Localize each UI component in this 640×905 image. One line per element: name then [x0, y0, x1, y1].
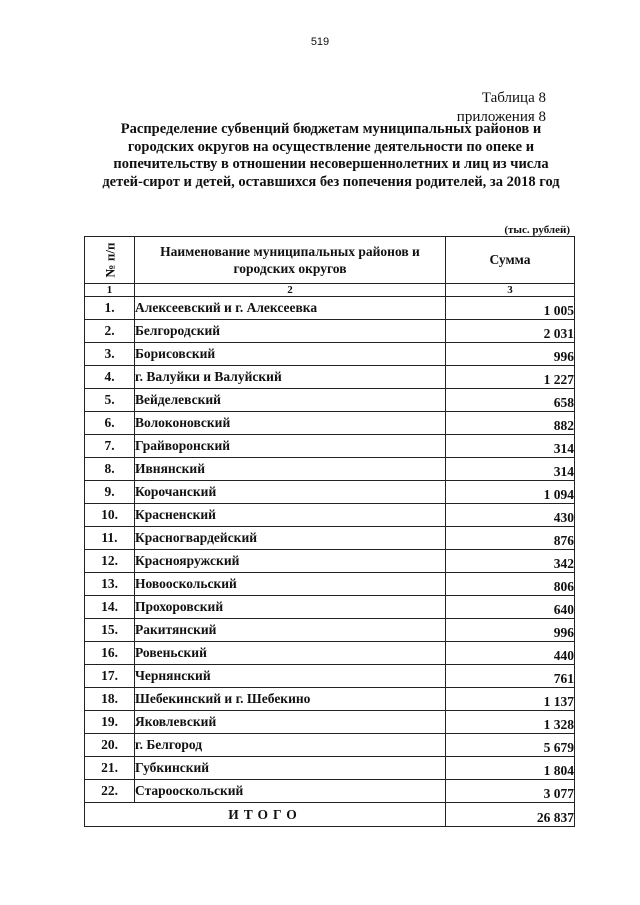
- row-number: 19.: [85, 711, 135, 734]
- table-row: [85, 573, 575, 596]
- header-num-text: № п/п: [102, 242, 117, 278]
- header-sum: Сумма: [446, 237, 575, 284]
- row-number: 15.: [85, 619, 135, 642]
- table-row: [85, 619, 575, 642]
- row-number: 18.: [85, 688, 135, 711]
- district-name: Красненский: [135, 504, 446, 527]
- row-number: 1.: [85, 297, 135, 320]
- table-row: [85, 642, 575, 665]
- amount: 996: [446, 619, 575, 642]
- row-number: 4.: [85, 366, 135, 389]
- total-value: 26 837: [446, 803, 575, 827]
- district-name: Губкинский: [135, 757, 446, 780]
- district-name: Шебекинский и г. Шебекино: [135, 688, 446, 711]
- row-number: 20.: [85, 734, 135, 757]
- table-row: [85, 435, 575, 458]
- table-row: [85, 320, 575, 343]
- row-number: 11.: [85, 527, 135, 550]
- column-index-row: [85, 284, 575, 297]
- district-name: Корочанский: [135, 481, 446, 504]
- district-name: Красногвардейский: [135, 527, 446, 550]
- row-number: 9.: [85, 481, 135, 504]
- amount: 1 005: [446, 297, 575, 320]
- header-row: [85, 237, 575, 284]
- amount: 5 679: [446, 734, 575, 757]
- district-name: Ивнянский: [135, 458, 446, 481]
- table-row: [85, 297, 575, 320]
- district-name: Краснояружский: [135, 550, 446, 573]
- row-number: 8.: [85, 458, 135, 481]
- amount: 314: [446, 458, 575, 481]
- amount: 3 077: [446, 780, 575, 803]
- table-row: [85, 412, 575, 435]
- table-row: [85, 343, 575, 366]
- district-name: Борисовский: [135, 343, 446, 366]
- table-row: [85, 780, 575, 803]
- table-row: [85, 389, 575, 412]
- appendix-label: приложения 8: [456, 109, 546, 125]
- district-name: Волоконовский: [135, 412, 446, 435]
- subvention-table: [84, 236, 575, 827]
- table-row: [85, 757, 575, 780]
- district-name: Белгородский: [135, 320, 446, 343]
- row-number: 2.: [85, 320, 135, 343]
- district-name: Грайворонский: [135, 435, 446, 458]
- amount: 342: [446, 550, 575, 573]
- amount: 806: [446, 573, 575, 596]
- table-label: Таблица 8: [481, 90, 546, 106]
- district-name: Яковлевский: [135, 711, 446, 734]
- column-index-3: 3: [446, 284, 575, 297]
- amount: 1 227: [446, 366, 575, 389]
- district-name: Чернянский: [135, 665, 446, 688]
- district-name: г. Валуйки и Валуйский: [135, 366, 446, 389]
- row-number: 6.: [85, 412, 135, 435]
- row-number: 16.: [85, 642, 135, 665]
- table-row: [85, 665, 575, 688]
- table-row: [85, 504, 575, 527]
- amount: 2 031: [446, 320, 575, 343]
- amount: 996: [446, 343, 575, 366]
- row-number: 3.: [85, 343, 135, 366]
- district-name: Алексеевский и г. Алексеевка: [135, 297, 446, 320]
- document-title: Распределение субвенций бюджетам муниципальных районов и городских округов на осуществление деятельности по опеке и попечительству в отношении несовершеннолетних и лиц из числа детей-сирот и детей, оставшихся без попечения родителей, за 2018 год: [102, 121, 560, 190]
- row-number: 13.: [85, 573, 135, 596]
- row-number: 5.: [85, 389, 135, 412]
- row-number: 12.: [85, 550, 135, 573]
- amount: 1 094: [446, 481, 575, 504]
- amount: 761: [446, 665, 575, 688]
- table-row: [85, 458, 575, 481]
- amount: 430: [446, 504, 575, 527]
- district-name: Прохоровский: [135, 596, 446, 619]
- table-row: [85, 596, 575, 619]
- table-row: [85, 688, 575, 711]
- total-label: ИТОГО: [85, 803, 446, 827]
- total-row: [85, 803, 575, 827]
- amount: 658: [446, 389, 575, 412]
- units-label: (тыс. рублей): [504, 224, 570, 236]
- table-row: [85, 734, 575, 757]
- amount: 440: [446, 642, 575, 665]
- district-name: Ровеньский: [135, 642, 446, 665]
- amount: 1 804: [446, 757, 575, 780]
- page-number: 519: [310, 36, 330, 48]
- column-index-1: 1: [85, 284, 135, 297]
- column-index-2: 2: [135, 284, 446, 297]
- district-name: Вейделевский: [135, 389, 446, 412]
- table-row: [85, 550, 575, 573]
- district-name: Новооскольский: [135, 573, 446, 596]
- amount: 314: [446, 435, 575, 458]
- table-row: [85, 527, 575, 550]
- amount: 1 137: [446, 688, 575, 711]
- row-number: 21.: [85, 757, 135, 780]
- district-name: Старооскольский: [135, 780, 446, 803]
- row-number: 14.: [85, 596, 135, 619]
- table-row: [85, 366, 575, 389]
- row-number: 10.: [85, 504, 135, 527]
- table-row: [85, 481, 575, 504]
- amount: 882: [446, 412, 575, 435]
- row-number: 17.: [85, 665, 135, 688]
- row-number: 7.: [85, 435, 135, 458]
- header-name: Наименование муниципальных районов и городских округов: [135, 237, 446, 284]
- row-number: 22.: [85, 780, 135, 803]
- table-body: [85, 297, 575, 803]
- amount: 876: [446, 527, 575, 550]
- district-name: г. Белгород: [135, 734, 446, 757]
- amount: 640: [446, 596, 575, 619]
- district-name: Ракитянский: [135, 619, 446, 642]
- table-row: [85, 711, 575, 734]
- header-num: [85, 237, 135, 284]
- amount: 1 328: [446, 711, 575, 734]
